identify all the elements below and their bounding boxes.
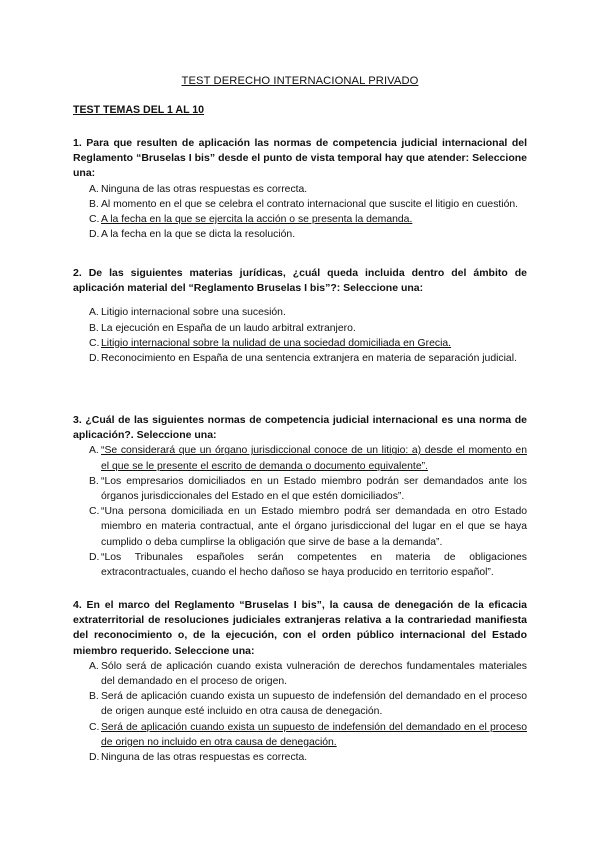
- option-a-correct: [73, 443, 527, 473]
- options-list: [73, 443, 527, 580]
- option-b: [73, 689, 527, 719]
- section-subtitle: TEST TEMAS DEL 1 AL 10: [73, 104, 205, 116]
- option-b: [73, 474, 527, 504]
- option-letter: C.: [89, 721, 100, 733]
- question-3: [73, 413, 527, 580]
- options-list: [73, 659, 527, 765]
- option-letter: D.: [89, 752, 100, 764]
- option-text: Será de aplicación cuando exista un supuesto de indefensión del demandado en el proceso de origen aunque esté incluido en otra causa de denegación.: [101, 691, 527, 718]
- option-text: Será de aplicación cuando exista un supuesto de indefensión del demandado en el proceso de origen no incluido en otra causa de denegación.: [101, 721, 527, 748]
- option-d: [73, 227, 527, 242]
- question-4: [73, 598, 527, 765]
- option-text: “Los Tribunales españoles serán competentes en materia de obligaciones extracontractuales, cuando el hecho dañoso se haya producido en territorio español”.: [101, 551, 527, 579]
- option-letter: D.: [89, 551, 100, 563]
- question-1: [73, 136, 527, 242]
- option-c-correct: [73, 720, 527, 750]
- option-text: La ejecución en España de un laudo arbitral extranjero.: [101, 322, 356, 334]
- option-text: “Los empresarios domiciliados en un Estado miembro podrán ser demandados ante los órganos jurisdiccionales del Estado en el que estén domiciliados”.: [101, 475, 527, 503]
- option-b: [73, 321, 527, 336]
- option-letter: D.: [89, 229, 100, 241]
- option-letter: B.: [89, 475, 99, 487]
- option-text: Al momento en el que se celebra el contrato internacional que suscite el litigio en cuestión.: [101, 198, 519, 210]
- option-b: [73, 197, 527, 212]
- option-letter: B.: [89, 322, 99, 334]
- option-text: “Se considerará que un órgano jurisdiccional conoce de un litigio: a) desde el momento en el que se le presente el escrito de demanda o documento equivalente”.: [101, 445, 527, 472]
- option-letter: A.: [89, 307, 99, 319]
- option-letter: C.: [89, 214, 100, 226]
- option-d: [73, 550, 527, 580]
- option-text: Ninguna de las otras respuestas es correcta.: [101, 752, 308, 764]
- option-text: Reconocimiento en España de una sentencia extranjera en materia de separación judicial.: [101, 353, 517, 365]
- option-letter: A.: [89, 660, 99, 672]
- option-a: [73, 182, 527, 197]
- option-a: [73, 659, 527, 689]
- option-letter: C.: [89, 506, 100, 518]
- option-letter: A.: [89, 183, 99, 195]
- question-text: 2. De las siguientes materias jurídicas, ¿cuál queda incluida dentro del ámbito de aplicación material del “Reglamento Bruselas I bis”?: Seleccione una:: [73, 267, 527, 295]
- question-2: [73, 266, 527, 366]
- option-letter: C.: [89, 337, 100, 349]
- option-letter: B.: [89, 691, 99, 703]
- question-text: 3. ¿Cuál de las siguientes normas de competencia judicial internacional es una norma de aplicación?. Seleccione una:: [73, 414, 527, 442]
- option-text: Ninguna de las otras respuestas es correcta.: [101, 183, 308, 195]
- options-list: [73, 305, 527, 366]
- options-list: [73, 182, 527, 243]
- question-text: 1. Para que resulten de aplicación las normas de competencia judicial internacional del Reglamento “Bruselas I bis” desde el punto de vista temporal hay que atender: Seleccione una:: [73, 137, 527, 180]
- question-text: 4. En el marco del Reglamento “Bruselas I bis”, la causa de denegación de la eficacia extraterritorial de resoluciones judiciales extranjeras relativa a la contrariedad manifiesta del reconocimiento o, de la ejecución, con el orden público internacional del Estado miembro requerido. Seleccione una:: [73, 599, 527, 657]
- option-c: [73, 504, 527, 550]
- option-d: [73, 750, 527, 765]
- option-a: [73, 305, 527, 320]
- option-letter: B.: [89, 198, 99, 210]
- option-d: [73, 351, 527, 366]
- option-text: Litigio internacional sobre la nulidad de una sociedad domiciliada en Grecia.: [101, 337, 452, 349]
- option-text: Litigio internacional sobre una sucesión.: [101, 307, 286, 319]
- option-text: A la fecha en la que se dicta la resolución.: [101, 229, 296, 241]
- option-text: “Una persona domiciliada en un Estado miembro podrá ser demandada en otro Estado miembro en materia contractual, ante el órgano jurisdiccional del lugar en el que se haya cumplido o deba cumplirse la obligación que sirve de base a la demanda”.: [101, 506, 527, 548]
- option-letter: A.: [89, 445, 99, 457]
- option-text: A la fecha en la que se ejercita la acción o se presenta la demanda.: [101, 214, 413, 226]
- option-letter: D.: [89, 353, 100, 365]
- option-text: Sólo será de aplicación cuando exista vulneración de derechos fundamentales materiales del demandado en el proceso de origen.: [101, 660, 527, 688]
- page-title: TEST DERECHO INTERNACIONAL PRIVADO: [181, 75, 419, 87]
- option-c-correct: [73, 336, 527, 351]
- option-c-correct: [73, 212, 527, 227]
